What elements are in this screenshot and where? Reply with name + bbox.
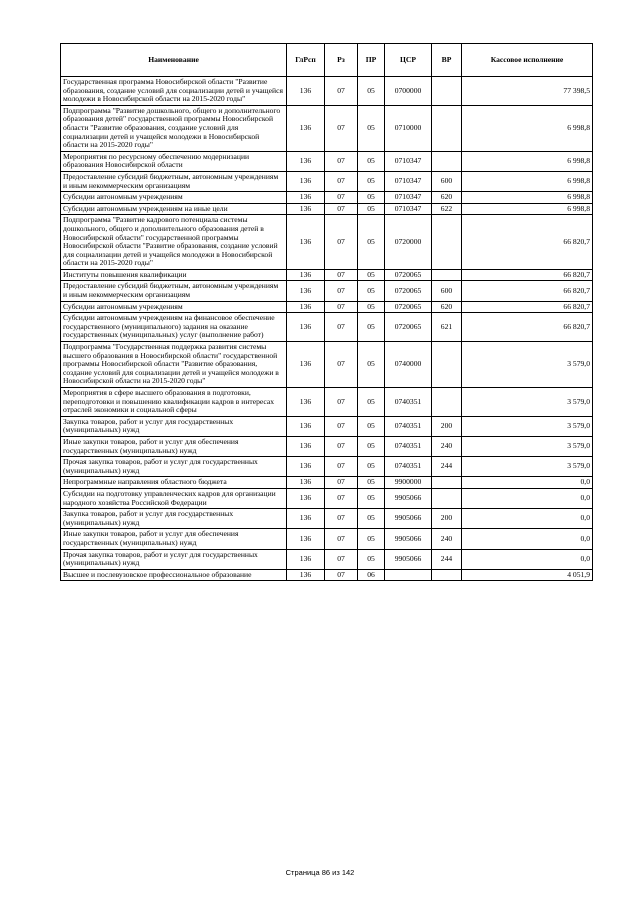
row-csr: 0720065 [385, 313, 432, 342]
row-pr: 05 [358, 477, 385, 489]
row-vr [432, 388, 462, 417]
row-amount: 66 820,7 [462, 269, 593, 281]
row-csr: 0740351 [385, 416, 432, 436]
row-pr: 05 [358, 192, 385, 204]
row-amount: 0,0 [462, 509, 593, 529]
row-glrsp: 136 [287, 342, 325, 388]
row-amount: 0,0 [462, 549, 593, 569]
row-glrsp: 136 [287, 529, 325, 549]
table-row [61, 105, 593, 151]
row-glrsp: 136 [287, 77, 325, 106]
row-glrsp: 136 [287, 192, 325, 204]
row-rz: 07 [325, 436, 358, 456]
row-glrsp: 136 [287, 436, 325, 456]
row-pr: 06 [358, 569, 385, 581]
row-glrsp: 136 [287, 105, 325, 151]
row-amount: 66 820,7 [462, 281, 593, 301]
row-name: Прочая закупка товаров, работ и услуг для государственных (муниципальных) нужд [61, 457, 287, 477]
row-csr: 0720065 [385, 301, 432, 313]
row-glrsp: 136 [287, 281, 325, 301]
row-rz: 07 [325, 488, 358, 508]
row-name: Субсидии автономным учреждениям на финансовое обеспечение государственного (муниципального) задания на оказание государственных (муниципальных) услуг (выполнение работ) [61, 313, 287, 342]
row-rz: 07 [325, 549, 358, 569]
row-csr: 9905066 [385, 529, 432, 549]
row-amount: 3 579,0 [462, 436, 593, 456]
row-name: Подпрограмма "Государственная поддержка развития системы высшего образования в Новосибирской области" государственной программы Новосибирской области "Развитие образования, создание условий для социализации детей и учащейся молодежи в Новосибирской области на 2015-2020 годы" [61, 342, 287, 388]
row-vr: 200 [432, 416, 462, 436]
table-row [61, 281, 593, 301]
row-pr: 05 [358, 215, 385, 270]
row-vr: 620 [432, 192, 462, 204]
row-glrsp: 136 [287, 477, 325, 489]
row-rz: 07 [325, 105, 358, 151]
row-vr: 600 [432, 281, 462, 301]
row-rz: 07 [325, 313, 358, 342]
row-csr: 0710000 [385, 105, 432, 151]
row-name: Подпрограмма "Развитие дошкольного, общего и дополнительного образования детей" государственной программы Новосибирской области "Развитие образования, создание условий для социализации детей и учащейся молодежи в Новосибирской области на 2015-2020 годы" [61, 105, 287, 151]
row-name: Иные закупки товаров, работ и услуг для обеспечения государственных (муниципальных) нужд [61, 529, 287, 549]
table-row [61, 488, 593, 508]
table-row [61, 549, 593, 569]
row-vr: 240 [432, 436, 462, 456]
row-amount: 6 998,8 [462, 151, 593, 171]
row-name: Подпрограмма "Развитие кадрового потенциала системы дошкольного, общего и дополнительного образования детей в Новосибирской области" государственной программы Новосибирской области "Развитие образования, создание условий для социализации детей и учащейся молодежи в Новосибирской области на 2015-2020 годы" [61, 215, 287, 270]
row-vr: 240 [432, 529, 462, 549]
row-name: Институты повышения квалификации [61, 269, 287, 281]
row-pr: 05 [358, 549, 385, 569]
row-csr: 0710347 [385, 151, 432, 171]
header-glrsp: ГлРсп [287, 44, 325, 77]
row-vr [432, 569, 462, 581]
row-rz: 07 [325, 151, 358, 171]
row-amount: 0,0 [462, 477, 593, 489]
row-vr [432, 151, 462, 171]
row-pr: 05 [358, 301, 385, 313]
row-csr: 0710347 [385, 171, 432, 191]
header-name: Наименование [61, 44, 287, 77]
table-row [61, 457, 593, 477]
row-name: Субсидии автономным учреждениям на иные цели [61, 203, 287, 215]
row-amount: 77 398,5 [462, 77, 593, 106]
row-pr: 05 [358, 313, 385, 342]
row-pr: 05 [358, 281, 385, 301]
row-rz: 07 [325, 416, 358, 436]
row-name: Иные закупки товаров, работ и услуг для обеспечения государственных (муниципальных) нужд [61, 436, 287, 456]
row-pr: 05 [358, 342, 385, 388]
row-amount: 3 579,0 [462, 342, 593, 388]
row-pr: 05 [358, 488, 385, 508]
row-rz: 07 [325, 457, 358, 477]
table-row [61, 313, 593, 342]
row-csr: 9905066 [385, 488, 432, 508]
row-glrsp: 136 [287, 215, 325, 270]
row-name: Государственная программа Новосибирской области "Развитие образования, создание условий для социализации детей и учащейся молодежи в Новосибирской области на 2015-2020 годы" [61, 77, 287, 106]
row-csr: 0710347 [385, 192, 432, 204]
row-amount: 0,0 [462, 488, 593, 508]
row-pr: 05 [358, 529, 385, 549]
row-vr [432, 105, 462, 151]
row-amount: 66 820,7 [462, 215, 593, 270]
table-row [61, 301, 593, 313]
row-csr [385, 569, 432, 581]
row-name: Закупка товаров, работ и услуг для государственных (муниципальных) нужд [61, 416, 287, 436]
row-vr: 600 [432, 171, 462, 191]
table-row [61, 203, 593, 215]
row-vr: 621 [432, 313, 462, 342]
row-glrsp: 136 [287, 313, 325, 342]
table-row [61, 477, 593, 489]
row-rz: 07 [325, 77, 358, 106]
row-csr: 0720065 [385, 269, 432, 281]
table-header-row [61, 44, 593, 77]
row-amount: 4 051,9 [462, 569, 593, 581]
table-row [61, 77, 593, 106]
row-csr: 9900000 [385, 477, 432, 489]
row-vr [432, 269, 462, 281]
table-row [61, 342, 593, 388]
table-row [61, 171, 593, 191]
row-amount: 3 579,0 [462, 416, 593, 436]
row-vr [432, 342, 462, 388]
row-vr: 244 [432, 457, 462, 477]
row-csr: 9905066 [385, 549, 432, 569]
row-glrsp: 136 [287, 171, 325, 191]
row-vr: 622 [432, 203, 462, 215]
row-vr [432, 215, 462, 270]
row-csr: 0700000 [385, 77, 432, 106]
table-row [61, 388, 593, 417]
row-csr: 0720065 [385, 281, 432, 301]
row-vr: 200 [432, 509, 462, 529]
row-pr: 05 [358, 77, 385, 106]
row-amount: 3 579,0 [462, 388, 593, 417]
row-pr: 05 [358, 509, 385, 529]
row-vr [432, 77, 462, 106]
row-name: Мероприятия в сфере высшего образования в подготовки, переподготовки и повышению квалификации кадров в интересах отраслей экономики и социальной сферы [61, 388, 287, 417]
table-row [61, 529, 593, 549]
row-glrsp: 136 [287, 269, 325, 281]
row-rz: 07 [325, 388, 358, 417]
header-csr: ЦСР [385, 44, 432, 77]
row-name: Субсидии на подготовку управленческих кадров для организации народного хозяйства Российской Федерации [61, 488, 287, 508]
header-pr: ПР [358, 44, 385, 77]
row-rz: 07 [325, 477, 358, 489]
row-name: Прочая закупка товаров, работ и услуг для государственных (муниципальных) нужд [61, 549, 287, 569]
row-csr: 0740000 [385, 342, 432, 388]
row-vr [432, 488, 462, 508]
row-amount: 6 998,8 [462, 192, 593, 204]
row-amount: 6 998,8 [462, 105, 593, 151]
row-pr: 05 [358, 436, 385, 456]
row-rz: 07 [325, 269, 358, 281]
row-pr: 05 [358, 457, 385, 477]
row-name: Высшее и послевузовское профессиональное образование [61, 569, 287, 581]
row-rz: 07 [325, 281, 358, 301]
row-glrsp: 136 [287, 569, 325, 581]
row-vr: 244 [432, 549, 462, 569]
page-number: Страница 86 из 142 [285, 868, 355, 877]
row-rz: 07 [325, 529, 358, 549]
row-csr: 0710347 [385, 203, 432, 215]
row-rz: 07 [325, 203, 358, 215]
row-pr: 05 [358, 388, 385, 417]
table-row [61, 215, 593, 270]
row-csr: 0740351 [385, 457, 432, 477]
row-pr: 05 [358, 105, 385, 151]
row-pr: 05 [358, 269, 385, 281]
row-rz: 07 [325, 301, 358, 313]
row-glrsp: 136 [287, 416, 325, 436]
row-amount: 6 998,8 [462, 171, 593, 191]
table-row [61, 509, 593, 529]
row-name: Предоставление субсидий бюджетным, автономным учреждениям и иным некоммерческим организациям [61, 171, 287, 191]
row-amount: 6 998,8 [462, 203, 593, 215]
row-glrsp: 136 [287, 457, 325, 477]
table-row [61, 416, 593, 436]
header-rz: Рз [325, 44, 358, 77]
table-row [61, 569, 593, 581]
budget-execution-table [60, 43, 593, 581]
row-glrsp: 136 [287, 488, 325, 508]
row-name: Субсидии автономным учреждениям [61, 301, 287, 313]
row-glrsp: 136 [287, 509, 325, 529]
row-amount: 0,0 [462, 529, 593, 549]
row-pr: 05 [358, 171, 385, 191]
row-glrsp: 136 [287, 151, 325, 171]
row-csr: 0740351 [385, 388, 432, 417]
table-row [61, 151, 593, 171]
row-glrsp: 136 [287, 203, 325, 215]
table-row [61, 192, 593, 204]
row-amount: 66 820,7 [462, 301, 593, 313]
row-pr: 05 [358, 416, 385, 436]
row-name: Закупка товаров, работ и услуг для государственных (муниципальных) нужд [61, 509, 287, 529]
row-glrsp: 136 [287, 388, 325, 417]
row-glrsp: 136 [287, 549, 325, 569]
row-rz: 07 [325, 342, 358, 388]
row-csr: 0740351 [385, 436, 432, 456]
row-rz: 07 [325, 569, 358, 581]
row-amount: 3 579,0 [462, 457, 593, 477]
row-name: Мероприятия по ресурсному обеспечению модернизации образования Новосибирской области [61, 151, 287, 171]
row-name: Предоставление субсидий бюджетным, автономным учреждениям и иным некоммерческим организациям [61, 281, 287, 301]
row-name: Субсидии автономным учреждениям [61, 192, 287, 204]
header-amount: Кассовое исполнение [462, 44, 593, 77]
row-pr: 05 [358, 203, 385, 215]
header-vr: ВР [432, 44, 462, 77]
row-glrsp: 136 [287, 301, 325, 313]
row-vr: 620 [432, 301, 462, 313]
row-csr: 9905066 [385, 509, 432, 529]
row-rz: 07 [325, 215, 358, 270]
table-body [61, 77, 593, 581]
table-row [61, 269, 593, 281]
row-rz: 07 [325, 171, 358, 191]
row-name: Непрограммные направления областного бюджета [61, 477, 287, 489]
row-csr: 0720000 [385, 215, 432, 270]
row-rz: 07 [325, 192, 358, 204]
row-vr [432, 477, 462, 489]
row-rz: 07 [325, 509, 358, 529]
row-pr: 05 [358, 151, 385, 171]
table-row [61, 436, 593, 456]
row-amount: 66 820,7 [462, 313, 593, 342]
